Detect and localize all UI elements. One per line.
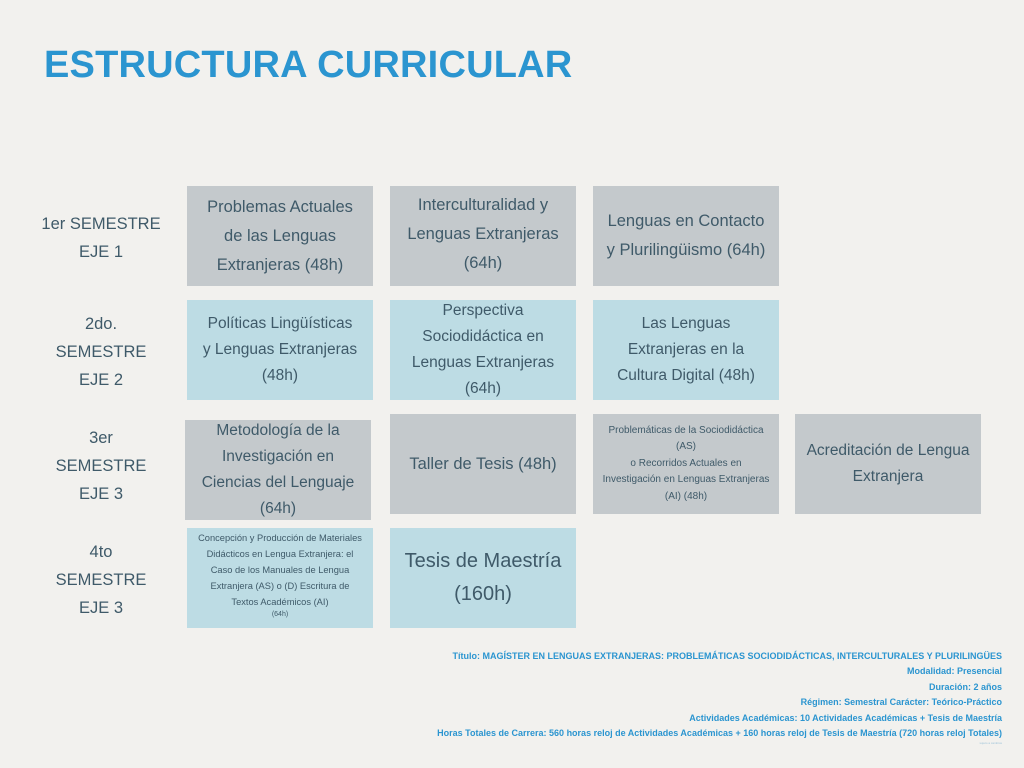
course-metodologia-investigacion: Metodología de la Investigación en Ciencias del Lenguaje (64h) [185,420,371,520]
course-acreditacion-lengua: Acreditación de Lengua Extranjera [795,414,981,514]
program-title: Título: MAGÍSTER EN LENGUAS EXTRANJERAS: PROBLEMÁTICAS SOCIODIDÁCTICAS, INTERCULTURALES Y PLURILINGÜES [452,651,1002,661]
program-duracion: Duración: 2 años [928,681,1002,692]
course-concepcion-materiales-title: Concepción y Producción de Materiales Didácticos en Lengua Extranjera: el Caso de los Manuales de Lengua Extranjera (AS) o (D) Escritura de Textos Académicos (AI) [198,533,362,607]
course-concepcion-materiales [187,528,373,628]
row-label-semestre-2: 2do. SEMESTRE EJE 2 [55,315,147,389]
course-problemas-actuales: Problemas Actuales de las Lenguas Extranjeras (48h) [187,186,373,286]
course-tesis-de-maestria: Tesis de Maestría (160h) [390,528,576,628]
program-actividades: Actividades Académicas: 10 Actividades Académicas + Tesis de Maestría [689,712,1002,723]
row-label-semestre-1: 1er SEMESTRE EJE 1 [41,215,161,261]
course-perspectiva-sociodidactica: Perspectiva Sociodidáctica en Lenguas Extranjeras (64h) [390,300,576,400]
course-taller-de-tesis: Taller de Tesis (48h) [390,414,576,514]
course-politicas-linguisticas: Políticas Lingüísticas y Lenguas Extranjeras (48h) [187,300,373,400]
footer-note: sujeto a cambios [979,741,1002,746]
row-label-semestre-4: 4to SEMESTRE EJE 3 [55,543,147,617]
program-regimen: Régimen: Semestral Carácter: Teórico-Práctico [800,697,1002,708]
course-interculturalidad: Interculturalidad y Lenguas Extranjeras (64h) [390,186,576,286]
program-modalidad: Modalidad: Presencial [906,666,1002,677]
course-concepcion-materiales-hours: (64h) [271,611,289,618]
page-title: ESTRUCTURA CURRICULAR [44,44,573,86]
row-label-semestre-3: 3er SEMESTRE EJE 3 [55,429,147,503]
course-lenguas-en-contacto: Lenguas en Contacto y Plurilingüismo (64h) [593,186,779,286]
course-problematicas-sociodidactica: Problemáticas de la Sociodidáctica (AS) o Recorridos Actuales en Investigación en Lenguas Extranjeras (AI) (48h) [593,414,779,514]
program-horas: Horas Totales de Carrera: 560 horas reloj de Actividades Académicas + 160 horas reloj de Tesis de Maestría (720 horas reloj Totales) [437,728,1002,739]
program-info [437,649,1002,745]
course-cultura-digital: Las Lenguas Extranjeras en la Cultura Digital (48h) [593,300,779,400]
